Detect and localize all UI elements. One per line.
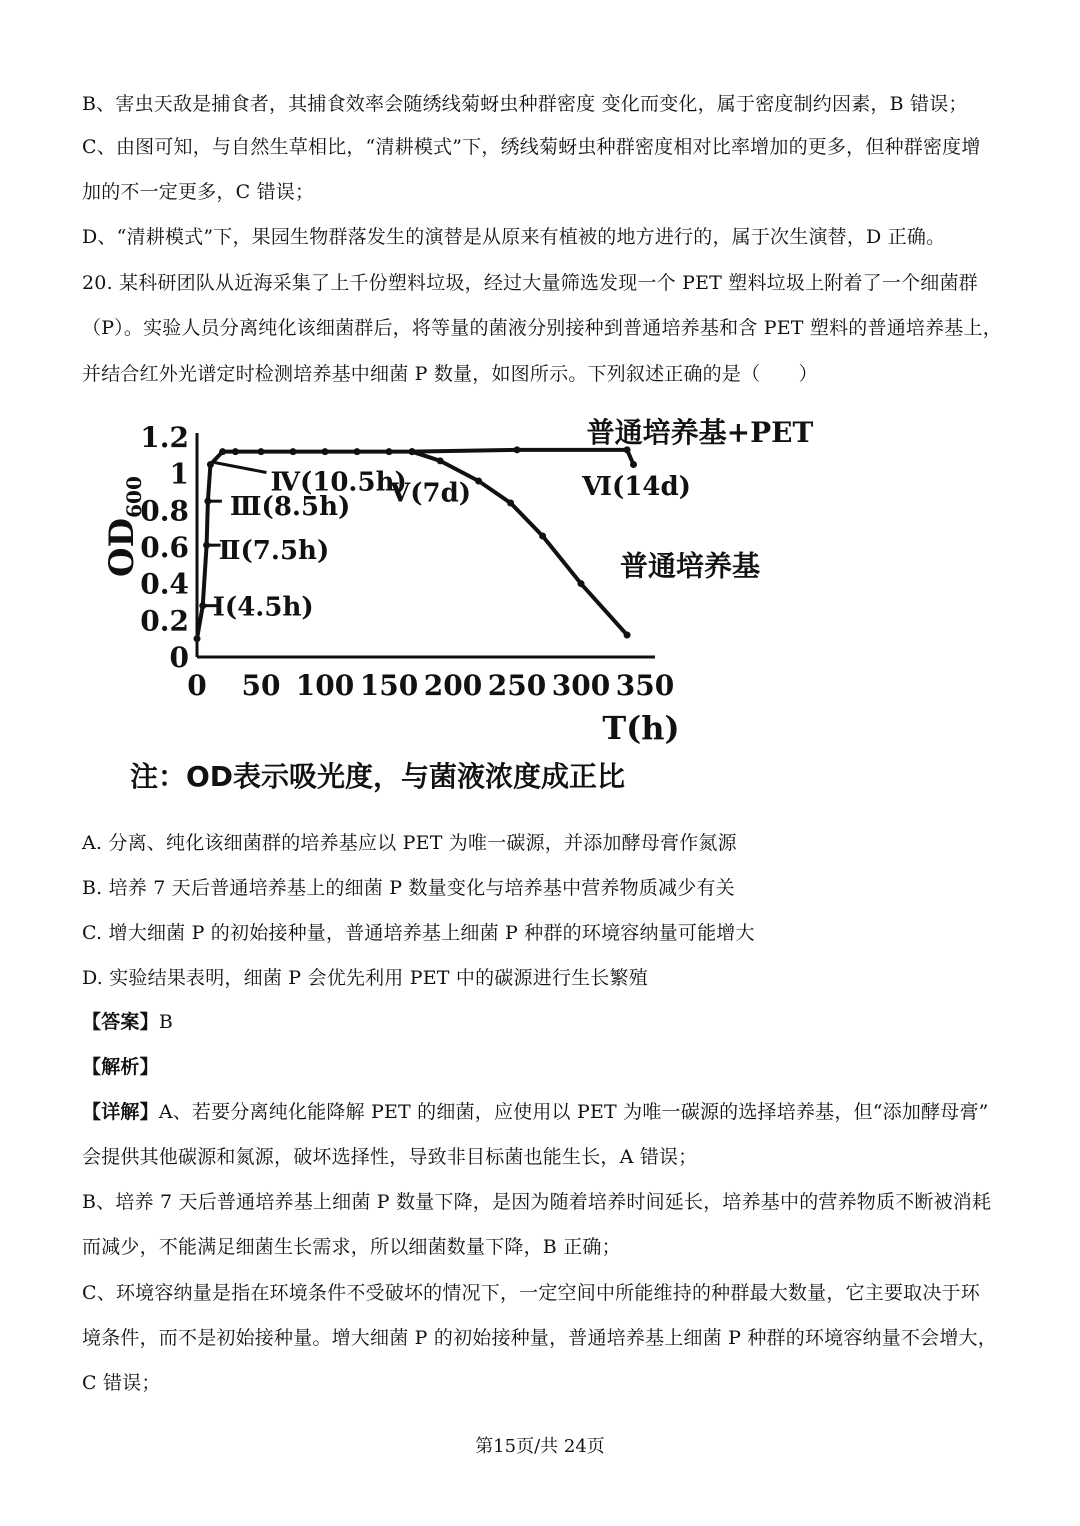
data-point <box>207 461 214 468</box>
option-b: B. 培养 7 天后普通培养基上的细菌 P 数量变化与培养基中营养物质减少有关 <box>82 877 735 899</box>
data-point <box>258 448 265 455</box>
series-label: 普通培养基+PET <box>586 416 814 449</box>
option-c: C. 增大细菌 P 的初始接种量，普通培养基上细菌 P 种群的环境容纳量可能增大 <box>82 922 755 944</box>
detail-line: C 错误； <box>82 1372 161 1394</box>
y-axis-title-subscript: 600 <box>122 476 146 518</box>
detail-line: 而减少，不能满足细菌生长需求，所以细菌数量下降，B 正确； <box>82 1236 621 1258</box>
x-tick-label: 150 <box>359 669 419 702</box>
chart-labels <box>205 416 814 623</box>
annotation-label: Ⅰ(4.5h) <box>212 592 314 623</box>
text-line: D、“清耕模式”下，果园生物群落发生的演替是从原来有植被的地方进行的，属于次生演替，D 正确。 <box>82 226 946 248</box>
question-20-line: 20. 某科研团队从近海采集了上千份塑料垃圾，经过大量筛选发现一个 PET 塑料垃圾上附着了一个细菌群 <box>82 272 978 294</box>
series-label: 普通培养基 <box>619 549 761 583</box>
data-point <box>507 500 514 507</box>
annotation-label: Ⅵ(14d) <box>582 471 691 502</box>
detail-line <box>82 1098 1020 1126</box>
data-point <box>475 478 482 485</box>
y-tick-label: 0.8 <box>140 494 189 528</box>
annotation-label: Ⅴ(7d) <box>390 478 472 509</box>
chart-note: 注：OD表示吸光度，与菌液浓度成正比 <box>130 760 626 793</box>
data-point <box>354 448 361 455</box>
data-point <box>232 448 239 455</box>
x-tick-label: 100 <box>295 669 355 702</box>
y-tick-label: 1 <box>169 457 189 491</box>
page-footer: 第15页/共 24页 <box>475 1436 605 1457</box>
data-point <box>219 448 226 455</box>
text-line: C、由图可知，与自然生草相比，“清耕模式”下，绣线菊蚜虫种群密度相对比率增加的更多，但种群密度增 <box>82 136 981 158</box>
y-tick-label: 0 <box>169 641 189 674</box>
data-point <box>437 457 444 464</box>
y-tick-label: 1.2 <box>140 421 189 454</box>
answer-tag: 【答案】 <box>82 1011 159 1033</box>
data-point <box>624 632 631 639</box>
option-a: A. 分离、纯化该细菌群的培养基应以 PET 为唯一碳源，并添加酵母膏作氮源 <box>82 832 737 854</box>
annotation-label: Ⅳ(10.5h) <box>270 467 407 498</box>
text-line: 加的不一定更多，C 错误； <box>82 181 315 203</box>
data-point <box>514 446 521 453</box>
x-tick-label: 0 <box>187 669 207 702</box>
detail-line: C、环境容纳量是指在环境条件不受破坏的情况下，一定空间中所能维持的种群最大数量，它主要取决于环 <box>82 1282 980 1304</box>
data-point <box>539 533 546 540</box>
od-growth-chart <box>100 412 820 752</box>
question-20-line: （P）。实验人员分离纯化该细菌群后，将等量的菌液分别接种到普通培养基和含 PET 塑料的普通培养基上， <box>82 317 1002 339</box>
detail-line: B、培养 7 天后普通培养基上细菌 P 数量下降，是因为随着培养时间延长，培养基中的营养物质不断被消耗 <box>82 1191 992 1213</box>
detail-tag: 【详解】 <box>82 1101 159 1123</box>
annotation-tick <box>214 463 266 473</box>
x-tick-label: 300 <box>551 669 611 702</box>
detail-line: 境条件，而不是初始接种量。增大细菌 P 的初始接种量，普通培养基上细菌 P 种群的环境容纳量不会增大， <box>82 1327 997 1349</box>
y-tick-label: 0.4 <box>140 567 189 601</box>
data-point <box>578 580 585 587</box>
y-tick-label: 0.6 <box>140 531 189 564</box>
x-tick-label: 250 <box>487 669 547 702</box>
option-d: D. 实验结果表明，细菌 P 会优先利用 PET 中的碳源进行生长繁殖 <box>82 967 648 989</box>
y-tick-label: 0.2 <box>140 604 189 638</box>
y-axis-title: $OD_{600}$ <box>102 476 146 577</box>
answer-value: B <box>158 1011 173 1033</box>
annotation-label: Ⅲ(8.5h) <box>229 492 351 523</box>
text-line: B、害虫天敌是捕食者，其捕食效率会随绣线菊蚜虫种群密度 变化而变化，属于密度制约因素，B 错误； <box>82 93 968 115</box>
analysis-tag: 【解析】 <box>82 1056 159 1078</box>
question-20-line: 并结合红外光谱定时检测培养基中细菌 P 数量，如图所示。下列叙述正确的是（ ） <box>82 363 818 385</box>
data-point <box>386 448 393 455</box>
x-axis-title: T(h) <box>602 709 680 747</box>
detail-line: 会提供其他碳源和氮源，破坏选择性，导致非目标菌也能生长，A 错误； <box>82 1146 698 1168</box>
data-point <box>409 448 416 455</box>
x-tick-label: 200 <box>423 669 483 702</box>
data-point <box>322 448 329 455</box>
analysis-line <box>82 1053 1020 1081</box>
annotation-label: Ⅱ(7.5h) <box>218 536 330 567</box>
x-tick-label: 50 <box>241 669 281 702</box>
x-tick-label: 350 <box>615 669 675 702</box>
data-point <box>194 635 201 642</box>
answer-line <box>82 1008 1020 1036</box>
data-point <box>630 461 637 468</box>
detail-text: A、若要分离纯化能降解 PET 的细菌，应使用以 PET 为唯一碳源的选择培养基，但“添加酵母膏” <box>158 1101 989 1123</box>
data-point <box>290 448 297 455</box>
